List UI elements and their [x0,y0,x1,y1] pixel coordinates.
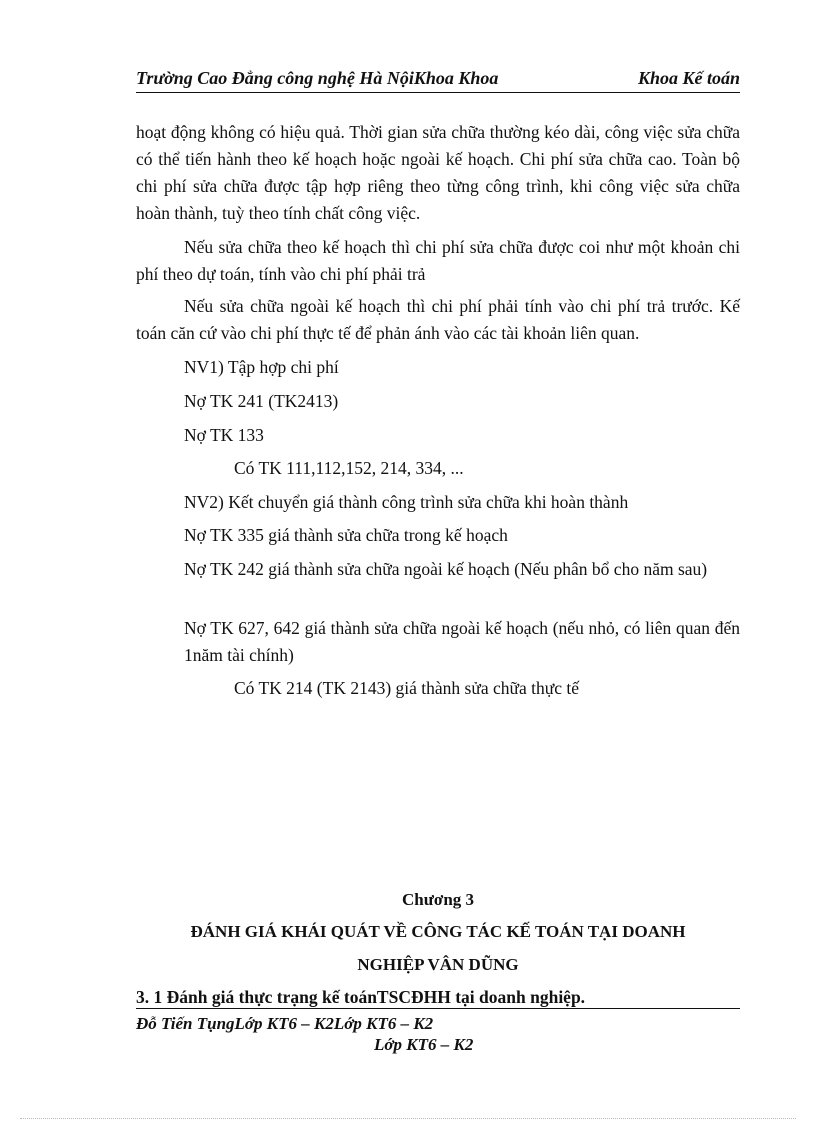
section-heading: 3. 1 Đánh giá thực trạng kế toánTSCĐHH tại doanh nghiệp. [136,987,586,1007]
entry-debit-242: Nợ TK 242 giá thành sửa chữa ngoài kế hoạch (Nếu phân bổ cho năm sau) [184,559,708,579]
entry-credit-111: Có TK 111,112,152, 214, 334, ... [234,458,464,478]
entry-debit-133: Nợ TK 133 [184,425,264,445]
paragraph-1: hoạt động không có hiệu quả. Thời gian sửa chữa thường kéo dài, công việc sửa chữa có thể tiến hành theo kế hoạch hoặc ngoài kế hoạch. Chi phí sửa chữa cao. Toàn bộ chi phí sửa chữa được tập hợp riêng theo từng công trình, khi công việc sửa chữa hoàn thành, tuỳ theo tính chất công việc. [136,122,740,223]
paragraph-3: Nếu sửa chữa ngoài kế hoạch thì chi phí phải tính vào chi phí trả trước. Kế toán căn cứ vào chi phí thực tế để phản ánh vào các tài khoản liên quan. [136,296,740,343]
entry-debit-241: Nợ TK 241 (TK2413) [184,391,339,411]
entry-credit-214: Có TK 214 (TK 2143) giá thành sửa chữa thực tế [234,678,580,698]
entry-nv2: NV2) Kết chuyển giá thành công trình sửa chữa khi hoàn thành [184,492,629,512]
header-school: Trường Cao Đẳng công nghệ Hà NộiKhoa Khoa [136,68,499,88]
page-header [136,68,740,93]
footer-class: Lớp KT6 – K2 [374,1035,474,1054]
chapter-title-line-1: ĐÁNH GIÁ KHÁI QUÁT VỀ CÔNG TÁC KẾ TOÁN TẠI DOANH [190,922,686,941]
entry-debit-627: Nợ TK 627, 642 giá thành sửa chữa ngoài kế hoạch (nếu nhỏ, có liên quan đến 1năm tài chính) [184,618,740,665]
chapter-number: Chương 3 [401,890,475,909]
footer-rule [136,1008,740,1009]
footer-author: Đỗ Tiến TụngLớp KT6 – K2Lớp KT6 – K2 [136,1014,434,1033]
header-department: Khoa Kế toán [637,68,740,88]
chapter-title-line-2: NGHIỆP VÂN DŨNG [357,955,519,974]
paragraph-2: Nếu sửa chữa theo kế hoạch thì chi phí sửa chữa được coi như một khoản chi phí theo dự toán, tính vào chi phí phải trả [136,237,740,284]
entry-nv1: NV1) Tập hợp chi phí [184,357,339,377]
page-edge-divider [20,1118,796,1119]
entry-debit-335: Nợ TK 335 giá thành sửa chữa trong kế hoạch [184,525,508,545]
